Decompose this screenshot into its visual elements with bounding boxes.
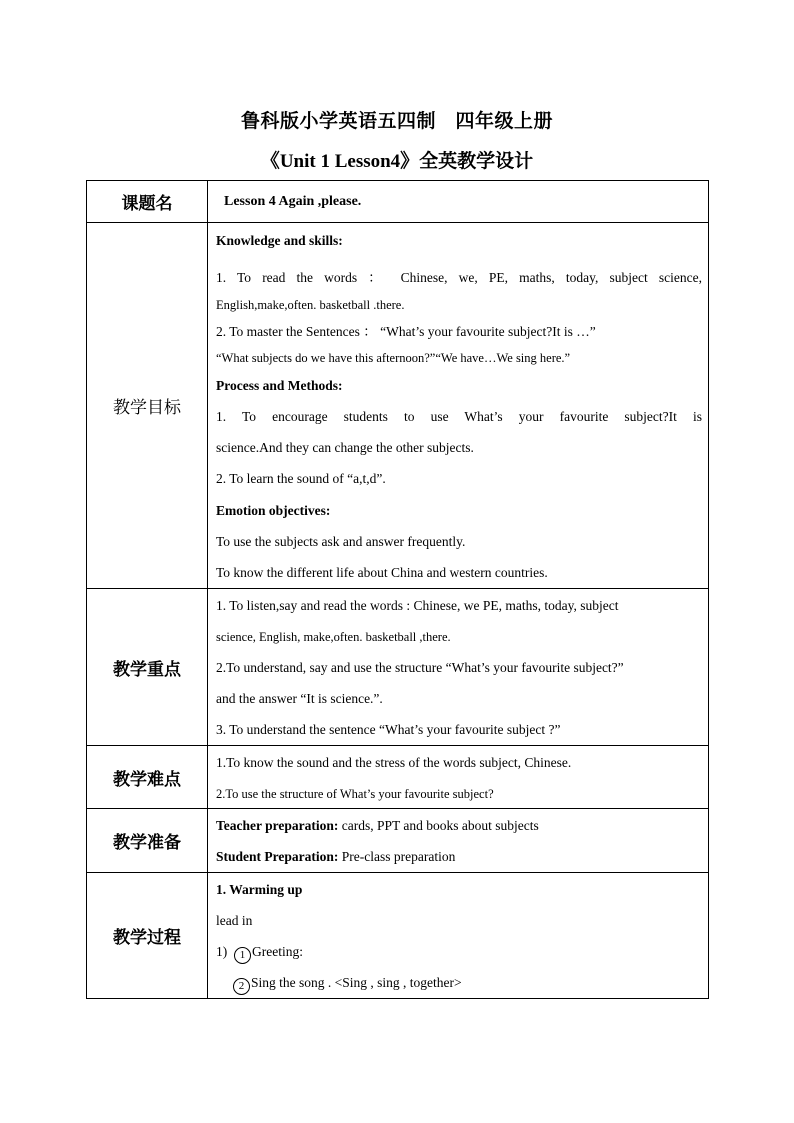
- kp-line3: 2.To understand, say and use the structure “What’s your favourite subject?”: [216, 660, 624, 675]
- e1: To use the subjects ask and answer frequently.: [216, 534, 466, 549]
- process-lead-in: lead in: [216, 913, 253, 928]
- k2-line1: 2. To master the Sentences ： “What’s your favourite subject?It is …”: [216, 324, 596, 339]
- student-prep-label: Student Preparation:: [216, 849, 339, 864]
- k2-line2: “What subjects do we have this afternoon?”“We have…We sing here.”: [216, 351, 571, 365]
- cell-topic: [208, 181, 709, 223]
- cell-preparation: [208, 809, 709, 873]
- p2: 2. To learn the sound of “a,t,d”.: [216, 471, 386, 486]
- diff-line2: 2.To use the structure of What’s your favourite subject?: [216, 787, 494, 801]
- circled-number-2: 2: [233, 978, 250, 995]
- student-prep: [216, 846, 702, 872]
- subtitle-unit: Unit 1 Lesson4: [279, 151, 401, 172]
- heading-process: Process and Methods:: [216, 378, 343, 393]
- topic-value: Lesson 4 Again ,please.: [224, 193, 362, 209]
- document-title: 鲁科版小学英语五四制 四年级上册: [240, 110, 553, 132]
- circled-number-1: 1: [234, 947, 251, 964]
- label-process: 教学过程: [87, 873, 208, 999]
- row-key-points: [87, 589, 709, 746]
- p1-line2: science.And they can change the other subjects.: [216, 440, 474, 455]
- row-topic: [87, 181, 709, 223]
- row-objectives: [87, 223, 709, 589]
- cell-objectives: [208, 223, 709, 589]
- kp-line1: 1. To listen,say and read the words : Chinese, we PE, maths, today, subject: [216, 598, 619, 613]
- greeting-text: Greeting:: [252, 944, 303, 959]
- heading-emotion: Emotion objectives:: [216, 503, 331, 518]
- song-text: Sing the song . <Sing , sing , together>: [251, 975, 462, 990]
- label-preparation: 教学准备: [87, 809, 208, 873]
- process-number: 1): [216, 944, 234, 959]
- cell-process: [208, 873, 709, 999]
- label-objectives: 教学目标: [87, 223, 208, 589]
- document-subtitle: [0, 146, 794, 173]
- p1-line1: 1. To encourage students to use What’s your favourite subject?It is: [216, 409, 702, 424]
- row-process: [87, 873, 709, 999]
- process-song: [216, 972, 702, 998]
- subtitle-open-bracket: 《: [260, 150, 280, 172]
- row-difficulties: [87, 746, 709, 809]
- label-topic: 课题名: [87, 181, 208, 223]
- cell-key-points: [208, 589, 709, 746]
- cell-difficulties: [208, 746, 709, 809]
- k1-line2: English,make,often. basketball .there.: [216, 298, 405, 312]
- diff-line1: 1.To know the sound and the stress of the words subject, Chinese.: [216, 755, 572, 770]
- lesson-plan-table: [86, 180, 709, 999]
- e2: To know the different life about China and western countries.: [216, 565, 548, 580]
- teacher-prep-label: Teacher preparation:: [216, 818, 339, 833]
- heading-knowledge: Knowledge and skills:: [216, 233, 343, 248]
- kp-line4: and the answer “It is science.”.: [216, 691, 383, 706]
- process-greeting: [216, 941, 702, 972]
- label-difficulties: 教学难点: [87, 746, 208, 809]
- subtitle-suffix: 》全英教学设计: [400, 150, 534, 172]
- label-key-points: 教学重点: [87, 589, 208, 746]
- k1-line1: 1. To read the words ： Chinese, we, PE, maths, today, subject science,: [216, 270, 702, 285]
- row-preparation: [87, 809, 709, 873]
- student-prep-value: Pre-class preparation: [338, 849, 456, 864]
- kp-line5: 3. To understand the sentence “What’s your favourite subject ?”: [216, 722, 561, 737]
- process-heading: 1. Warming up: [216, 882, 303, 897]
- teacher-prep-value: cards, PPT and books about subjects: [338, 818, 539, 833]
- kp-line2: science, English, make,often. basketball ,there.: [216, 630, 451, 644]
- teacher-prep: [216, 815, 702, 846]
